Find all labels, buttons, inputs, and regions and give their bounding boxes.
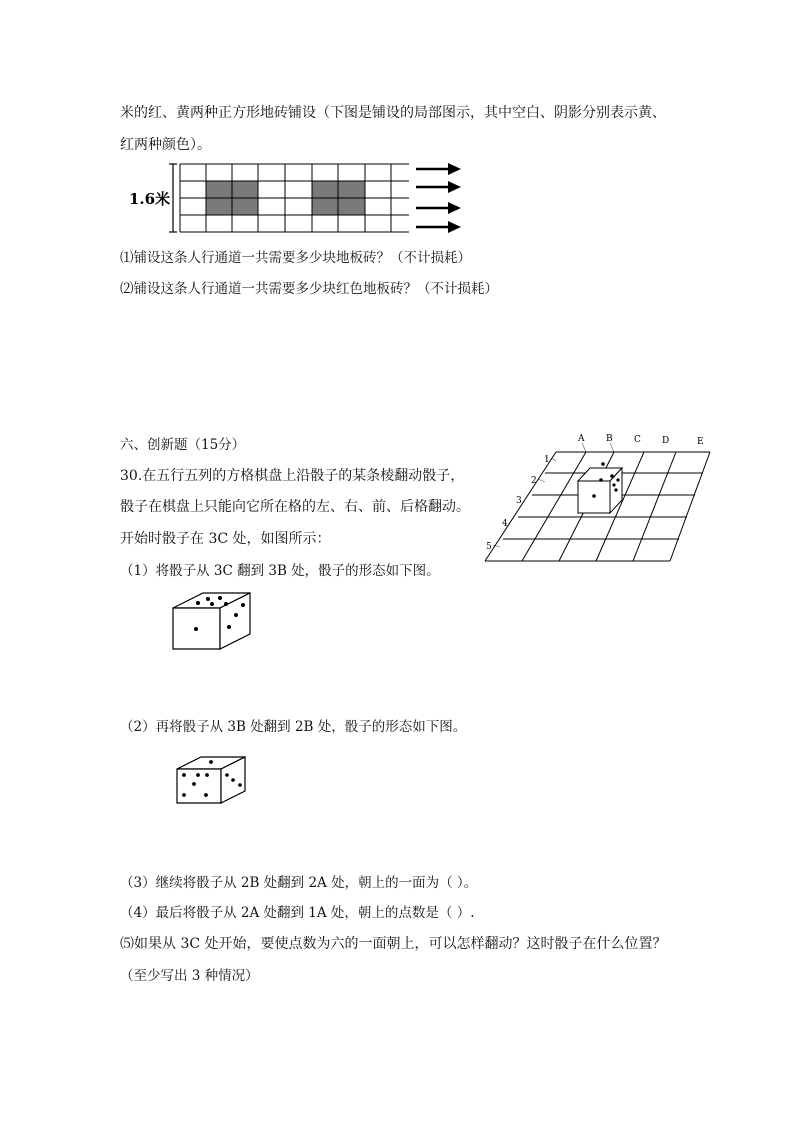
section6-heading: 六、创新题（15分） bbox=[120, 437, 246, 453]
col-label-E: E bbox=[697, 437, 704, 447]
pip bbox=[204, 793, 208, 797]
pip bbox=[238, 783, 242, 787]
q30-line-3: 开始时骰子在 3C 处，如图所示： bbox=[120, 531, 331, 547]
q30-sub5-note: （至少写出 3 种情况） bbox=[120, 968, 259, 984]
row-label-2: 2 bbox=[531, 476, 537, 486]
q29-sub1: ⑴铺设这条人行通道一共需要多少块地板砖？（不计损耗） bbox=[120, 250, 471, 266]
col-label-C: C bbox=[634, 435, 641, 445]
row-label-3: 3 bbox=[516, 496, 522, 506]
intro-line-1: 米的红、黄两种正方形地砖铺设（下图是铺设的局部图示，其中空白、阴影分别表示黄、 bbox=[120, 105, 666, 121]
q30-sub3: （3）继续将骰子从 2B 处翻到 2A 处，朝上的一面为（ ）。 bbox=[120, 875, 478, 891]
intro-line-2: 红两种颜色）。 bbox=[120, 137, 211, 153]
col-label-D: D bbox=[662, 436, 670, 446]
width-label: 1.6米 bbox=[129, 190, 171, 208]
col-label-B: B bbox=[606, 434, 613, 444]
pip bbox=[225, 773, 229, 777]
q30-sub2: （2）再将骰子从 3B 处翻到 2B 处，骰子的形态如下图。 bbox=[120, 719, 467, 735]
pip bbox=[209, 760, 213, 764]
col-label-A: A bbox=[578, 434, 585, 444]
row-label-5: 5 bbox=[486, 542, 492, 552]
pip bbox=[231, 778, 235, 782]
pip bbox=[205, 773, 209, 777]
pip bbox=[182, 773, 186, 777]
pip bbox=[192, 782, 196, 786]
q30-sub5: ⑸如果从 3C 处开始，要使点数为六的一面朝上，可以怎样翻动？这时骰子在什么位置？ bbox=[120, 936, 667, 952]
pip bbox=[196, 773, 200, 777]
pip bbox=[182, 793, 186, 797]
row-label-4: 4 bbox=[502, 519, 508, 529]
q30-line-1: 30.在五行五列的方格棋盘上沿骰子的某条棱翻动骰子， bbox=[120, 468, 465, 484]
q29-sub2: ⑵铺设这条人行通道一共需要多少块红色地板砖？（不计损耗） bbox=[120, 281, 498, 297]
row-label-1: 1 bbox=[544, 455, 550, 465]
q30-sub1: （1）将骰子从 3C 翻到 3B 处，骰子的形态如下图。 bbox=[120, 563, 440, 579]
q30-line-2: 骰子在棋盘上只能向它所在格的左、右、前、后格翻动。 bbox=[120, 499, 470, 515]
q30-sub4: （4）最后将骰子从 2A 处翻到 1A 处，朝上的点数是（ ）. bbox=[120, 905, 475, 921]
